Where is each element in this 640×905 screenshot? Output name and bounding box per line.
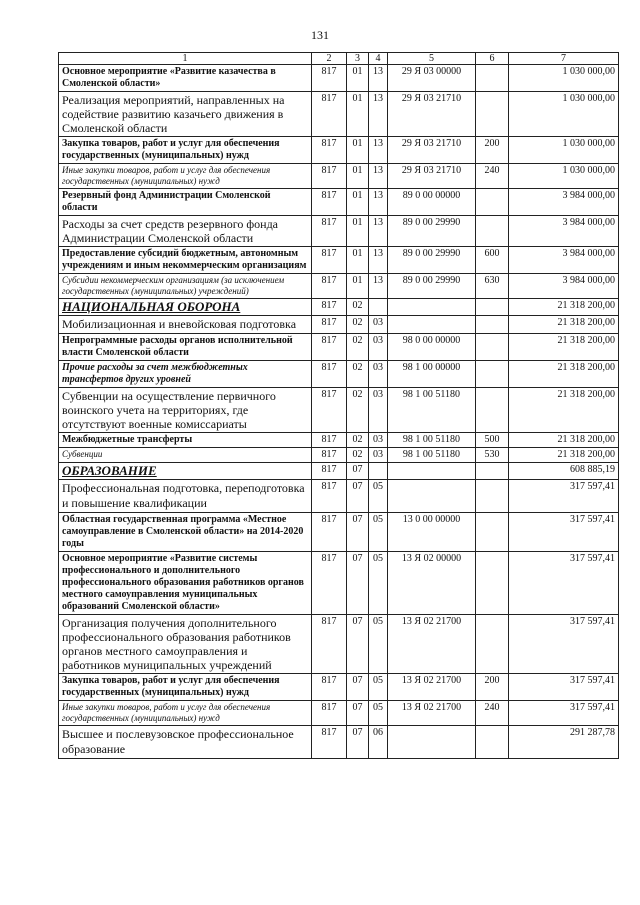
section-code-cell: 07	[347, 615, 369, 674]
expense-type-cell: 200	[476, 674, 509, 701]
table-row	[59, 674, 619, 701]
amount-cell: 291 287,78	[509, 726, 619, 759]
target-article-cell: 29 Я 03 21710	[388, 164, 476, 189]
target-article-cell: 29 Я 03 00000	[388, 65, 476, 92]
row-name-cell: Высшее и послевузовское профессиональное образование	[59, 726, 312, 759]
admin-code-cell: 817	[312, 674, 347, 701]
table-row	[59, 247, 619, 274]
expense-type-cell	[476, 726, 509, 759]
section-code-cell: 02	[347, 433, 369, 448]
table-row	[59, 65, 619, 92]
row-name-cell: Иные закупки товаров, работ и услуг для обеспечения государственных (муниципальных) нужд	[59, 164, 312, 189]
admin-code-cell: 817	[312, 433, 347, 448]
target-article-cell	[388, 480, 476, 513]
subsection-code-cell: 05	[369, 513, 388, 552]
section-code-cell: 02	[347, 334, 369, 361]
subsection-code-cell: 05	[369, 615, 388, 674]
admin-code-cell: 817	[312, 480, 347, 513]
row-name-cell: Межбюджетные трансферты	[59, 433, 312, 448]
amount-cell: 21 318 200,00	[509, 433, 619, 448]
header-row	[59, 53, 619, 65]
amount-cell: 21 318 200,00	[509, 334, 619, 361]
expense-type-cell	[476, 65, 509, 92]
subsection-code-cell	[369, 463, 388, 480]
target-article-cell: 13 0 00 00000	[388, 513, 476, 552]
admin-code-cell: 817	[312, 274, 347, 299]
subsection-code-cell: 13	[369, 164, 388, 189]
amount-cell: 21 318 200,00	[509, 361, 619, 388]
section-code-cell: 01	[347, 189, 369, 216]
target-article-cell: 29 Я 03 21710	[388, 137, 476, 164]
admin-code-cell: 817	[312, 65, 347, 92]
section-code-cell: 02	[347, 361, 369, 388]
expense-type-cell	[476, 513, 509, 552]
admin-code-cell: 817	[312, 361, 347, 388]
header-col-6: 6	[476, 53, 509, 65]
amount-cell: 3 984 000,00	[509, 189, 619, 216]
section-code-cell: 01	[347, 247, 369, 274]
table-row	[59, 316, 619, 334]
table-row	[59, 92, 619, 137]
admin-code-cell: 817	[312, 137, 347, 164]
row-name-cell: Резервный фонд Администрации Смоленской области	[59, 189, 312, 216]
row-name-cell: Субсидии некоммерческим организациям (за исключением государственных (муниципальных) учреждений)	[59, 274, 312, 299]
header-col-5: 5	[388, 53, 476, 65]
table-row	[59, 615, 619, 674]
row-name-cell: Предоставление субсидий бюджетным, автономным учреждениям и иным некоммерческим организациям	[59, 247, 312, 274]
amount-cell: 21 318 200,00	[509, 448, 619, 463]
row-name-cell: Непрограммные расходы органов исполнительной власти Смоленской области	[59, 334, 312, 361]
target-article-cell	[388, 316, 476, 334]
row-name-cell: Основное мероприятие «Развитие системы профессионального и дополнительного профессионального образования работников органов местного самоуправления муниципальных образований Смоленской области»	[59, 552, 312, 615]
amount-cell: 21 318 200,00	[509, 316, 619, 334]
expense-type-cell	[476, 334, 509, 361]
expense-type-cell	[476, 388, 509, 433]
row-name-cell: Расходы за счет средств резервного фонда Администрации Смоленской области	[59, 216, 312, 247]
table-row	[59, 480, 619, 513]
row-name-cell: Мобилизационная и вневойсковая подготовка	[59, 316, 312, 334]
admin-code-cell: 817	[312, 726, 347, 759]
expense-type-cell: 240	[476, 164, 509, 189]
row-name-cell: Закупка товаров, работ и услуг для обеспечения государственных (муниципальных) нужд	[59, 137, 312, 164]
amount-cell: 317 597,41	[509, 513, 619, 552]
target-article-cell: 13 Я 02 00000	[388, 552, 476, 615]
amount-cell: 21 318 200,00	[509, 388, 619, 433]
amount-cell: 608 885,19	[509, 463, 619, 480]
section-code-cell: 02	[347, 388, 369, 433]
target-article-cell	[388, 726, 476, 759]
amount-cell: 317 597,41	[509, 674, 619, 701]
admin-code-cell: 817	[312, 316, 347, 334]
table-row	[59, 552, 619, 615]
header-col-1: 1	[59, 53, 312, 65]
subsection-code-cell: 13	[369, 247, 388, 274]
row-name-cell: Прочие расходы за счет межбюджетных трансфертов других уровней	[59, 361, 312, 388]
expense-type-cell: 630	[476, 274, 509, 299]
section-code-cell: 02	[347, 299, 369, 316]
subsection-code-cell: 03	[369, 448, 388, 463]
amount-cell: 317 597,41	[509, 615, 619, 674]
section-code-cell: 01	[347, 216, 369, 247]
expense-type-cell	[476, 480, 509, 513]
amount-cell: 317 597,41	[509, 701, 619, 726]
section-code-cell: 07	[347, 726, 369, 759]
table-row	[59, 463, 619, 480]
table-row	[59, 388, 619, 433]
row-name-cell: Профессиональная подготовка, переподготовка и повышение квалификации	[59, 480, 312, 513]
section-code-cell: 02	[347, 448, 369, 463]
section-code-cell: 07	[347, 480, 369, 513]
table-body	[59, 65, 619, 759]
expense-type-cell: 500	[476, 433, 509, 448]
row-name-cell: НАЦИОНАЛЬНАЯ ОБОРОНА	[59, 299, 312, 316]
admin-code-cell: 817	[312, 463, 347, 480]
target-article-cell: 98 0 00 00000	[388, 334, 476, 361]
expense-type-cell: 530	[476, 448, 509, 463]
expense-type-cell	[476, 92, 509, 137]
row-name-cell: Закупка товаров, работ и услуг для обеспечения государственных (муниципальных) нужд	[59, 674, 312, 701]
admin-code-cell: 817	[312, 247, 347, 274]
target-article-cell: 98 1 00 00000	[388, 361, 476, 388]
table-header	[59, 53, 619, 65]
admin-code-cell: 817	[312, 164, 347, 189]
target-article-cell: 89 0 00 00000	[388, 189, 476, 216]
table-row	[59, 361, 619, 388]
section-code-cell: 02	[347, 316, 369, 334]
row-name-cell: Основное мероприятие «Развитие казачества в Смоленской области»	[59, 65, 312, 92]
expense-type-cell	[476, 316, 509, 334]
header-col-3: 3	[347, 53, 369, 65]
subsection-code-cell: 13	[369, 137, 388, 164]
header-col-7: 7	[509, 53, 619, 65]
expense-type-cell	[476, 361, 509, 388]
amount-cell: 3 984 000,00	[509, 216, 619, 247]
header-col-2: 2	[312, 53, 347, 65]
subsection-code-cell: 03	[369, 334, 388, 361]
admin-code-cell: 817	[312, 513, 347, 552]
target-article-cell: 13 Я 02 21700	[388, 674, 476, 701]
target-article-cell: 98 1 00 51180	[388, 433, 476, 448]
target-article-cell: 29 Я 03 21710	[388, 92, 476, 137]
table-row	[59, 216, 619, 247]
admin-code-cell: 817	[312, 299, 347, 316]
subsection-code-cell: 13	[369, 274, 388, 299]
subsection-code-cell: 03	[369, 388, 388, 433]
table-row	[59, 701, 619, 726]
target-article-cell: 98 1 00 51180	[388, 448, 476, 463]
section-code-cell: 01	[347, 164, 369, 189]
expense-type-cell	[476, 299, 509, 316]
section-code-cell: 07	[347, 513, 369, 552]
row-name-cell: Областная государственная программа «Местное самоуправление в Смоленской области» на 2014-2020 годы	[59, 513, 312, 552]
target-article-cell	[388, 299, 476, 316]
row-name-cell: Реализация мероприятий, направленных на содействие развитию казачьего движения в Смоленской области	[59, 92, 312, 137]
table-row	[59, 274, 619, 299]
admin-code-cell: 817	[312, 334, 347, 361]
expense-type-cell: 600	[476, 247, 509, 274]
amount-cell: 317 597,41	[509, 480, 619, 513]
page-number: 131	[311, 28, 329, 42]
subsection-code-cell: 13	[369, 216, 388, 247]
amount-cell: 1 030 000,00	[509, 137, 619, 164]
row-name-cell: Организация получения дополнительного профессионального образования работников органов местного самоуправления и работников муниципальных учреждений	[59, 615, 312, 674]
expense-type-cell	[476, 615, 509, 674]
subsection-code-cell: 05	[369, 701, 388, 726]
table-row	[59, 299, 619, 316]
target-article-cell: 98 1 00 51180	[388, 388, 476, 433]
amount-cell: 3 984 000,00	[509, 274, 619, 299]
budget-table	[58, 52, 619, 759]
target-article-cell: 13 Я 02 21700	[388, 701, 476, 726]
target-article-cell: 13 Я 02 21700	[388, 615, 476, 674]
section-code-cell: 01	[347, 65, 369, 92]
section-code-cell: 07	[347, 552, 369, 615]
subsection-code-cell: 06	[369, 726, 388, 759]
expense-type-cell	[476, 552, 509, 615]
section-code-cell: 01	[347, 274, 369, 299]
amount-cell: 1 030 000,00	[509, 164, 619, 189]
admin-code-cell: 817	[312, 92, 347, 137]
admin-code-cell: 817	[312, 388, 347, 433]
amount-cell: 317 597,41	[509, 552, 619, 615]
table-row	[59, 433, 619, 448]
subsection-code-cell: 03	[369, 316, 388, 334]
expense-type-cell	[476, 189, 509, 216]
section-code-cell: 07	[347, 701, 369, 726]
subsection-code-cell: 05	[369, 552, 388, 615]
subsection-code-cell: 03	[369, 361, 388, 388]
row-name-cell: Субвенции на осуществление первичного воинского учета на территориях, где отсутствуют военные комиссариаты	[59, 388, 312, 433]
amount-cell: 1 030 000,00	[509, 92, 619, 137]
admin-code-cell: 817	[312, 216, 347, 247]
section-code-cell: 07	[347, 463, 369, 480]
amount-cell: 1 030 000,00	[509, 65, 619, 92]
section-code-cell: 01	[347, 92, 369, 137]
table-row	[59, 189, 619, 216]
expense-type-cell	[476, 463, 509, 480]
header-col-4: 4	[369, 53, 388, 65]
row-name-cell: ОБРАЗОВАНИЕ	[59, 463, 312, 480]
admin-code-cell: 817	[312, 615, 347, 674]
table-row	[59, 137, 619, 164]
table-row	[59, 513, 619, 552]
subsection-code-cell: 03	[369, 433, 388, 448]
amount-cell: 3 984 000,00	[509, 247, 619, 274]
subsection-code-cell	[369, 299, 388, 316]
target-article-cell: 89 0 00 29990	[388, 216, 476, 247]
amount-cell: 21 318 200,00	[509, 299, 619, 316]
subsection-code-cell: 13	[369, 92, 388, 137]
admin-code-cell: 817	[312, 189, 347, 216]
expense-type-cell: 200	[476, 137, 509, 164]
table-row	[59, 334, 619, 361]
subsection-code-cell: 13	[369, 189, 388, 216]
section-code-cell: 01	[347, 137, 369, 164]
subsection-code-cell: 05	[369, 674, 388, 701]
subsection-code-cell: 05	[369, 480, 388, 513]
row-name-cell: Субвенции	[59, 448, 312, 463]
table-row	[59, 448, 619, 463]
admin-code-cell: 817	[312, 552, 347, 615]
table-row	[59, 164, 619, 189]
expense-type-cell: 240	[476, 701, 509, 726]
section-code-cell: 07	[347, 674, 369, 701]
row-name-cell: Иные закупки товаров, работ и услуг для обеспечения государственных (муниципальных) нужд	[59, 701, 312, 726]
admin-code-cell: 817	[312, 701, 347, 726]
target-article-cell	[388, 463, 476, 480]
expense-type-cell	[476, 216, 509, 247]
admin-code-cell: 817	[312, 448, 347, 463]
subsection-code-cell: 13	[369, 65, 388, 92]
target-article-cell: 89 0 00 29990	[388, 247, 476, 274]
target-article-cell: 89 0 00 29990	[388, 274, 476, 299]
table-row	[59, 726, 619, 759]
